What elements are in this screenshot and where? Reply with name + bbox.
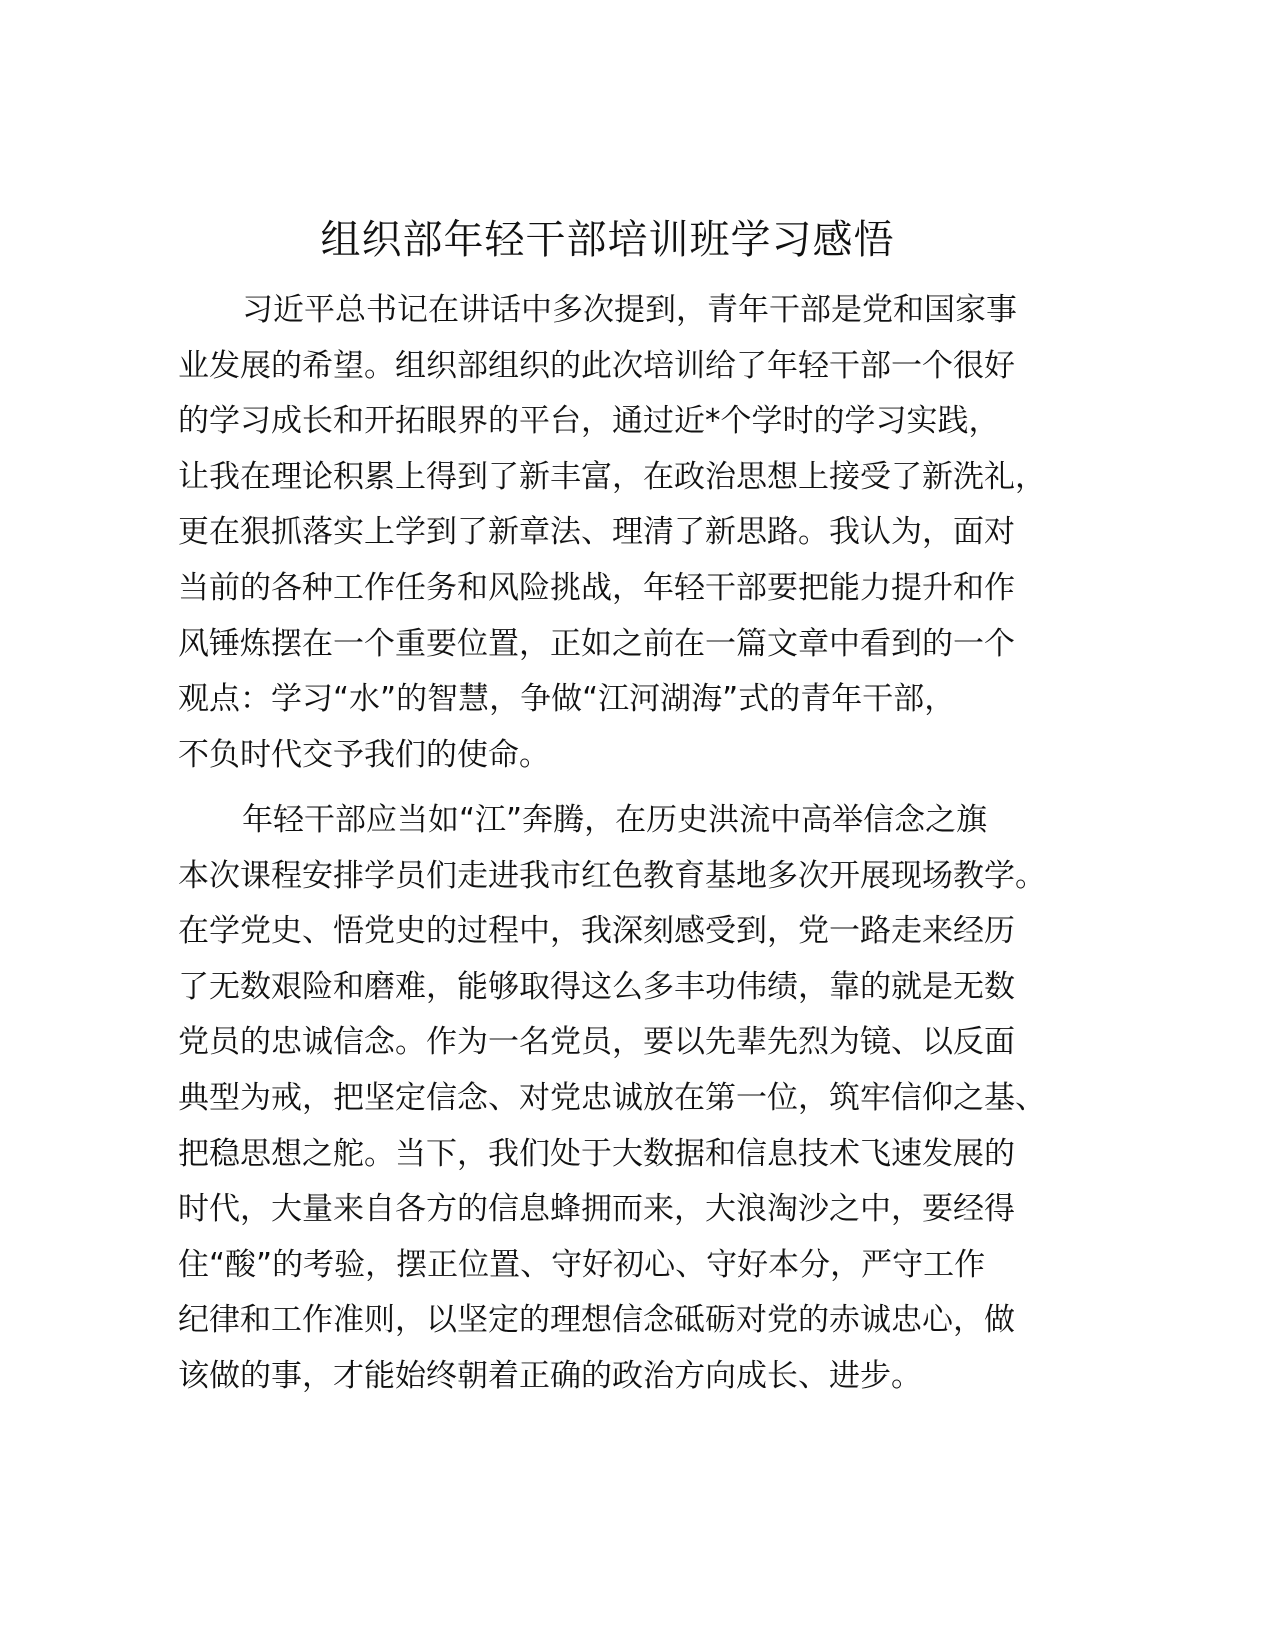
paragraph-line: 当前的各种工作任务和风险挑战，年轻干部要把能力提升和作 <box>178 569 1015 606</box>
paragraph-line: 在学党史、悟党史的过程中，我深刻感受到，党一路走来经历 <box>178 913 1015 950</box>
paragraph-line: 年轻干部应当如“江”奔腾，在历史洪流中高举信念之旗 <box>242 802 988 838</box>
paragraph-line: 的学习成长和开拓眼界的平台，通过近*个学时的学习实践， <box>178 403 1000 440</box>
paragraph-line: 本次课程安排学员们走进我市红色教育基地多次开展现场教学。 <box>178 857 1046 894</box>
paragraph-line: 典型为戒，把坚定信念、对党忠诚放在第一位，筑牢信仰之基、 <box>178 1079 1046 1116</box>
paragraph-line: 时代，大量来自各方的信息蜂拥而来，大浪淘沙之中，要经得 <box>178 1191 1015 1228</box>
paragraph-line: 不负时代交予我们的使命。 <box>178 736 550 773</box>
paragraph-2 <box>178 793 1078 1405</box>
paragraph-line: 让我在理论积累上得到了新丰富，在政治思想上接受了新洗礼， <box>178 458 1046 495</box>
paragraph-line: 业发展的希望。组织部组织的此次培训给了年轻干部一个很好 <box>178 347 1015 384</box>
paragraph-line: 了无数艰险和磨难，能够取得这么多丰功伟绩，靠的就是无数 <box>178 968 1015 1005</box>
paragraph-line: 习近平总书记在讲话中多次提到，青年干部是党和国家事 <box>242 292 1017 328</box>
document-title: 组织部年轻干部培训班学习感悟 <box>320 217 895 263</box>
paragraph-line: 纪律和工作准则，以坚定的理想信念砥砺对党的赤诚忠心，做 <box>178 1302 1015 1339</box>
paragraph-1 <box>178 283 1078 783</box>
paragraph-line: 观点：学习“水”的智慧，争做“江河湖海”式的青年干部， <box>178 681 956 718</box>
paragraph-line: 该做的事，才能始终朝着正确的政治方向成长、进步。 <box>178 1357 922 1394</box>
paragraph-line: 风锤炼摆在一个重要位置，正如之前在一篇文章中看到的一个 <box>178 625 1015 662</box>
paragraph-line: 住“酸”的考验，摆正位置、守好初心、守好本分，严守工作 <box>178 1246 986 1283</box>
paragraph-line: 党员的忠诚信念。作为一名党员，要以先辈先烈为镜、以反面 <box>178 1024 1015 1061</box>
paragraph-line: 把稳思想之舵。当下，我们处于大数据和信息技术飞速发展的 <box>178 1135 1015 1172</box>
paragraph-line: 更在狠抓落实上学到了新章法、理清了新思路。我认为，面对 <box>178 514 1015 551</box>
